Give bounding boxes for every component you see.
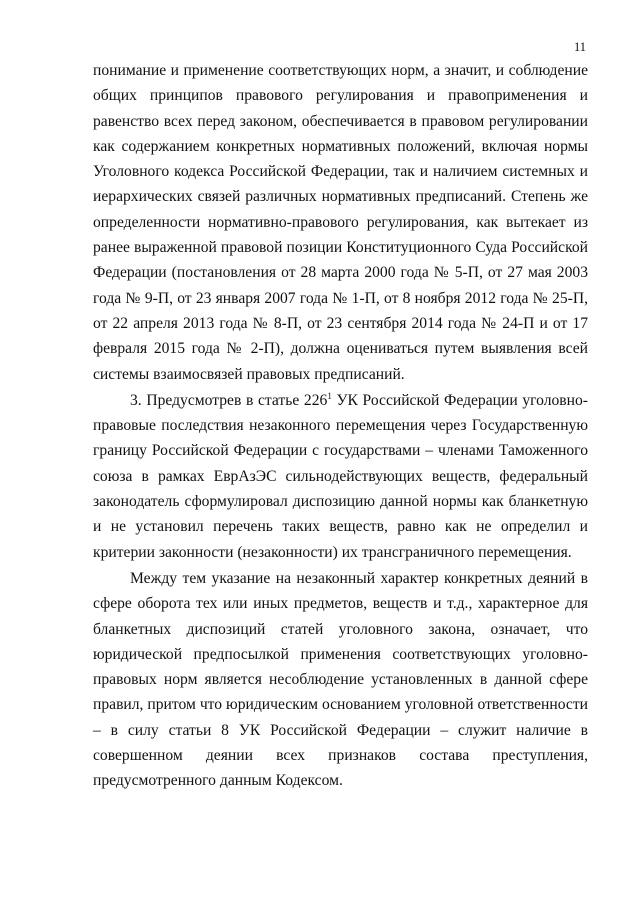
paragraph-meanwhile: Между тем указание на незаконный характер конкретных деяний в сфере оборота тех или иных предметов, веществ и т.д., характерное для бланкетных диспозиций статей уголовного закона, означает, что юридической предпосылкой применения соответствующих уголовно-правовых норм является несоблюдение установленных в данной сфере правил, притом что юридическим основанием уголовной ответственности – в силу статьи 8 УК Российской Федерации – служит наличие в совершенном деянии всех признаков состава преступления, предусмотренного данным Кодексом. xyxy=(93,569,588,790)
article-superscript: 1 xyxy=(327,390,332,401)
body-text xyxy=(93,58,588,794)
paragraph-item-3 xyxy=(93,388,588,565)
page-number: 11 xyxy=(573,40,586,54)
paragraph-item-3-text-end: УК Российской Федерации уголовно-правовые последствия незаконного перемещения через Государственную границу Российской Федерации с государствами – членами Таможенного союза в рамках ЕврАзЭС сильнодействующих веществ, федеральный законодатель сформулировал диспозицию данной нормы как бланкетную и не установил перечень таких веществ, равно как не определил и критерии законности (незаконности) их трансграничного перемещения. xyxy=(93,391,589,561)
paragraph-item-3-text-start: 3. Предусмотрев в статье 226 xyxy=(130,391,328,409)
paragraph-continuation: понимание и применение соответствующих норм, а значит, и соблюдение общих принципов правового регулирования и правоприменения и равенство всех перед законом, обеспечивается в правовом регулировании как содержанием конкретных нормативных положений, включая нормы Уголовного кодекса Российской Федерации, так и наличием системных и иерархических связей различных нормативных предписаний. Степень же определенности нормативно-правового регулирования, как вытекает из ранее выраженной правовой позиции Конституционного Суда Российской Федерации (постановления от 28 марта 2000 года № 5-П, от 27 мая 2003 года № 9-П, от 23 января 2007 года № 1-П, от 8 ноября 2012 года № 25-П, от 22 апреля 2013 года № 8-П, от 23 сентября 2014 года № 24-П и от 17 февраля 2015 года № 2-П), должна оцениваться путем выявления всей системы взаимосвязей правовых предписаний. xyxy=(93,62,588,383)
